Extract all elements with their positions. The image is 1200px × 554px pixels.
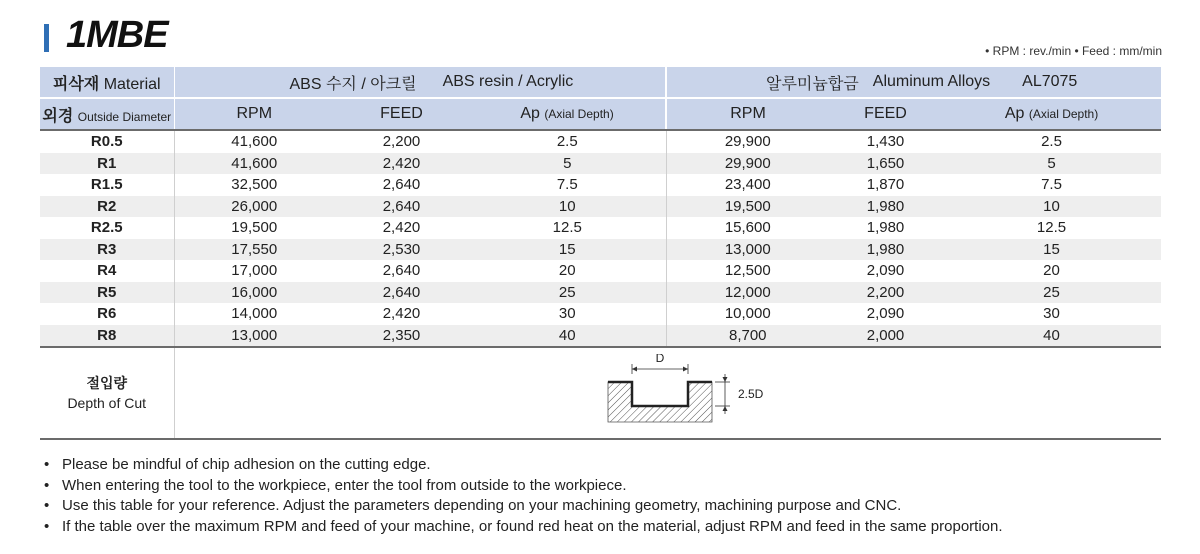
- ap-al-cell: 20: [1043, 262, 1060, 280]
- diameter-label: 외경 Outside Diameter: [40, 98, 174, 130]
- ap-al-cell: 10: [942, 196, 1161, 218]
- rpm-abs-cell: 19,500: [231, 219, 278, 237]
- feed-abs-cell: 2,640: [382, 262, 421, 280]
- feed-abs-cell: 2,200: [382, 133, 421, 151]
- table-row: [40, 325, 1161, 348]
- feed-al-cell: 1,650: [829, 153, 942, 175]
- feed-al-cell: 1,430: [866, 133, 905, 151]
- page-title: 1MBE: [66, 14, 168, 56]
- rpm-al-cell: 13,000: [666, 239, 829, 261]
- group2-code: AL7075: [1022, 73, 1078, 90]
- ap-abs-cell: 25: [469, 282, 666, 304]
- col-feed-abs: FEED: [334, 98, 469, 130]
- feed-al-cell: 2,200: [829, 282, 942, 304]
- rpm-al-cell: 8,700: [666, 325, 829, 348]
- col-rpm-abs: RPM: [174, 98, 334, 130]
- col-ap-al: Ap (Axial Depth): [942, 98, 1161, 130]
- depth-of-cut-diagram-cell: [174, 347, 1161, 439]
- material-label: 피삭재 Material: [40, 67, 174, 98]
- rpm-al-cell: 29,900: [724, 133, 771, 151]
- rpm-al-cell: 29,900: [666, 153, 829, 175]
- diameter-cell: R8: [40, 325, 174, 348]
- ap-al-cell: 30: [1043, 305, 1060, 323]
- note-text: Use this table for your reference. Adjust the parameters depending on your machining geometry, machining purpose and CNC.: [62, 497, 902, 514]
- note-item: [44, 455, 1003, 476]
- note-item: [44, 476, 1003, 497]
- rpm-abs-cell: 13,000: [174, 325, 334, 348]
- ap-abs-cell: 10: [469, 196, 666, 218]
- note-text: When entering the tool to the workpiece, enter the tool from outside to the workpiece.: [62, 476, 627, 494]
- bullet-icon: •: [44, 497, 50, 514]
- bullet-icon: •: [44, 456, 50, 473]
- note-text: Please be mindful of chip adhesion on the cutting edge.: [62, 456, 431, 473]
- group2-ko: 알루미늄합금: [766, 75, 859, 93]
- rpm-abs-cell: 14,000: [231, 305, 278, 323]
- ap-al-cell: 2.5: [1041, 133, 1062, 151]
- material-group-aluminum: [666, 67, 1161, 98]
- notes-list: [44, 455, 1003, 537]
- note-text: If the table over the maximum RPM and feed of your machine, or found red heat on the material, adjust RPM and feed in the same proportion.: [62, 517, 1003, 535]
- rpm-abs-cell: 32,500: [231, 176, 278, 194]
- col-feed-al: FEED: [829, 98, 942, 130]
- col-rpm-al: RPM: [666, 98, 829, 130]
- title-accent-bar: [44, 24, 49, 52]
- rpm-abs-cell: 17,550: [174, 239, 334, 261]
- rpm-al-cell: 19,500: [666, 196, 829, 218]
- group2-en: Aluminum Alloys: [872, 73, 991, 90]
- ap-abs-cell: 7.5: [469, 174, 666, 196]
- feed-al-cell: 1,870: [866, 176, 905, 194]
- diameter-cell: R0.5: [40, 130, 174, 153]
- feed-abs-cell: 2,640: [334, 282, 469, 304]
- ap-al-cell: 5: [942, 153, 1161, 175]
- table-row: [40, 282, 1161, 304]
- table-row: [40, 130, 1161, 153]
- units-note: • RPM : rev./min • Feed : mm/min: [985, 44, 1162, 58]
- depth-label: 2.5D: [737, 387, 763, 401]
- rpm-abs-cell: 16,000: [174, 282, 334, 304]
- feed-abs-cell: 2,420: [382, 305, 421, 323]
- diameter-cell: R2: [40, 196, 174, 218]
- table-row: [40, 196, 1161, 218]
- bullet-icon: •: [44, 517, 50, 535]
- depth-of-cut-diagram: [600, 354, 800, 434]
- feed-al-cell: 2,090: [866, 305, 905, 323]
- feed-al-cell: 2,090: [866, 262, 905, 280]
- ap-abs-cell: 15: [469, 239, 666, 261]
- feed-al-cell: 1,980: [866, 219, 905, 237]
- feed-al-cell: 1,980: [829, 239, 942, 261]
- ap-al-cell: 15: [942, 239, 1161, 261]
- table-row: [40, 217, 1161, 239]
- ap-abs-cell: 2.5: [469, 130, 666, 153]
- bullet-icon: •: [44, 476, 50, 494]
- feed-al-cell: 1,980: [829, 196, 942, 218]
- table-row: [40, 239, 1161, 261]
- note-item: [44, 496, 1003, 517]
- cutting-conditions-table: [40, 67, 1161, 440]
- ap-abs-cell: 5: [469, 153, 666, 175]
- ap-abs-cell: 12.5: [469, 217, 666, 239]
- feed-abs-cell: 2,640: [334, 196, 469, 218]
- feed-al-cell: 2,000: [829, 325, 942, 348]
- depth-of-cut-label: 절입량 Depth of Cut: [40, 347, 174, 439]
- feed-abs-cell: 2,420: [334, 153, 469, 175]
- ap-al-cell: 12.5: [1036, 219, 1067, 237]
- ap-al-cell: 7.5: [1041, 176, 1062, 194]
- group1-ko: ABS 수지 / 아크릴: [289, 75, 417, 93]
- rpm-al-cell: 10,000: [724, 305, 771, 323]
- diameter-cell: R2.5: [40, 217, 174, 239]
- rpm-al-cell: 12,500: [724, 262, 771, 280]
- header-row-material: [40, 67, 1161, 98]
- diameter-cell: R3: [40, 239, 174, 261]
- rpm-al-cell: 23,400: [724, 176, 771, 194]
- width-label: D: [655, 354, 664, 365]
- feed-abs-cell: 2,640: [382, 176, 421, 194]
- table-row: [40, 174, 1161, 196]
- rpm-abs-cell: 17,000: [231, 262, 278, 280]
- header-row-columns: [40, 98, 1161, 130]
- rpm-al-cell: 12,000: [666, 282, 829, 304]
- depth-of-cut-row: [40, 347, 1161, 439]
- feed-abs-cell: 2,350: [334, 325, 469, 348]
- diameter-cell: R1: [40, 153, 174, 175]
- rpm-al-cell: 15,600: [724, 219, 771, 237]
- diameter-cell: R5: [40, 282, 174, 304]
- table-body: [40, 130, 1161, 347]
- ap-al-cell: 40: [942, 325, 1161, 348]
- group1-en: ABS resin / Acrylic: [442, 73, 574, 90]
- ap-abs-cell: 30: [469, 303, 666, 325]
- table-row: [40, 303, 1161, 325]
- diameter-cell: R4: [40, 260, 174, 282]
- col-ap-abs: Ap (Axial Depth): [469, 98, 666, 130]
- table-row: [40, 153, 1161, 175]
- material-group-abs: [174, 67, 666, 98]
- rpm-abs-cell: 26,000: [174, 196, 334, 218]
- feed-abs-cell: 2,530: [334, 239, 469, 261]
- diameter-cell: R6: [40, 303, 174, 325]
- rpm-abs-cell: 41,600: [174, 153, 334, 175]
- ap-al-cell: 25: [942, 282, 1161, 304]
- ap-abs-cell: 40: [469, 325, 666, 348]
- diameter-cell: R1.5: [40, 174, 174, 196]
- workpiece-hatch: [608, 382, 712, 422]
- table-row: [40, 260, 1161, 282]
- rpm-abs-cell: 41,600: [231, 133, 278, 151]
- note-item: [44, 517, 1003, 538]
- feed-abs-cell: 2,420: [382, 219, 421, 237]
- ap-abs-cell: 20: [469, 260, 666, 282]
